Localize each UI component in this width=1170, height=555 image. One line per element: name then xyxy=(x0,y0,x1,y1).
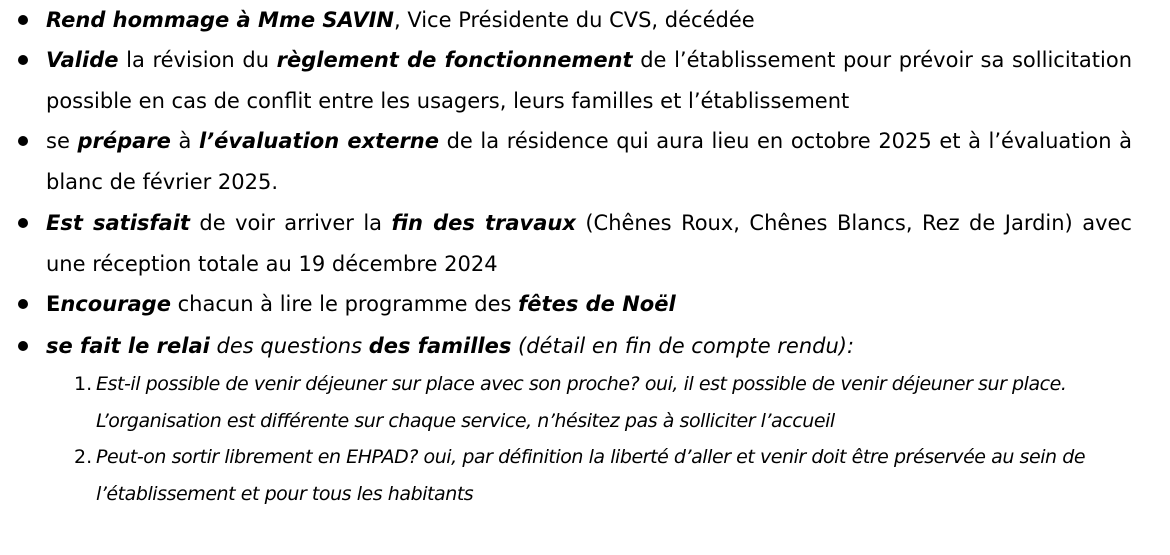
bullet-text: (détail en fin de compte rendu): xyxy=(511,334,855,358)
bullet-item-evaluation xyxy=(46,121,1132,203)
question-item xyxy=(74,439,1144,513)
bullet-emphasis: fin des travaux xyxy=(391,211,576,235)
bullet-dot-icon xyxy=(18,55,28,65)
bullet-text: (Chênes Roux, Chênes Blancs, Rez de Jardin) avec une réception totale au 19 décembre 2024 xyxy=(46,211,1132,276)
bullet-text: de la résidence qui aura lieu en octobre 2025 et à l’évaluation à blanc de février 2025. xyxy=(46,129,1132,194)
bullet-emphasis: Rend hommage à Mme SAVIN xyxy=(46,8,394,32)
bullet-emphasis: Est satisfait xyxy=(46,211,190,235)
bullet-dot-icon xyxy=(18,15,28,25)
bullet-emphasis: règlement de fonctionnement xyxy=(276,48,633,72)
bullet-item-tribute xyxy=(46,0,1132,41)
bullet-dot-icon xyxy=(18,136,28,146)
bullet-emphasis: des familles xyxy=(368,334,512,358)
bullet-text: se xyxy=(46,129,78,153)
bullet-item-christmas xyxy=(46,284,1132,325)
question-number: 2. xyxy=(74,446,93,468)
question-text: Est-il possible de venir déjeuner sur place avec son proche? oui, il est possible de venir déjeuner sur place. L’organisation est différente sur chaque service, n’hésitez pas à solliciter l’accueil xyxy=(96,373,1067,432)
bullet-emphasis: Valide xyxy=(46,48,119,72)
bullet-dot-icon xyxy=(18,218,28,228)
bullet-item-family-questions xyxy=(46,326,1132,367)
bullet-item-rules-revision xyxy=(46,40,1132,122)
question-text: Peut-on sortir librement en EHPAD? oui, par définition la liberté d’aller et venir doit être préservée au sein de l’établissement et pour tous les habitants xyxy=(96,446,1086,505)
bullet-emphasis: E xyxy=(46,292,61,316)
bullet-text: à xyxy=(170,129,199,153)
bullet-emphasis: l’évaluation externe xyxy=(198,129,439,153)
bullet-text: de voir arriver la xyxy=(189,211,392,235)
bullet-emphasis: prépare xyxy=(77,129,171,153)
bullet-text: de l’établissement pour prévoir sa sollicitation possible en cas de conflit entre les usagers, leurs familles et l’établissement xyxy=(46,48,1132,113)
bullet-emphasis: se fait le relai xyxy=(46,334,210,358)
bullet-emphasis: ncourage xyxy=(60,292,171,316)
bullet-text: , Vice Présidente du CVS, décédée xyxy=(393,8,755,32)
bullet-emphasis: fêtes de Noël xyxy=(518,292,676,316)
bullet-text: des questions xyxy=(209,334,369,358)
question-number: 1. xyxy=(74,373,93,395)
bullet-dot-icon xyxy=(18,299,28,309)
bullet-dot-icon xyxy=(18,341,28,351)
bullet-item-works xyxy=(46,203,1132,285)
bullet-text: chacun à lire le programme des xyxy=(170,292,519,316)
question-item xyxy=(74,366,1144,440)
bullet-text: la révision du xyxy=(118,48,277,72)
